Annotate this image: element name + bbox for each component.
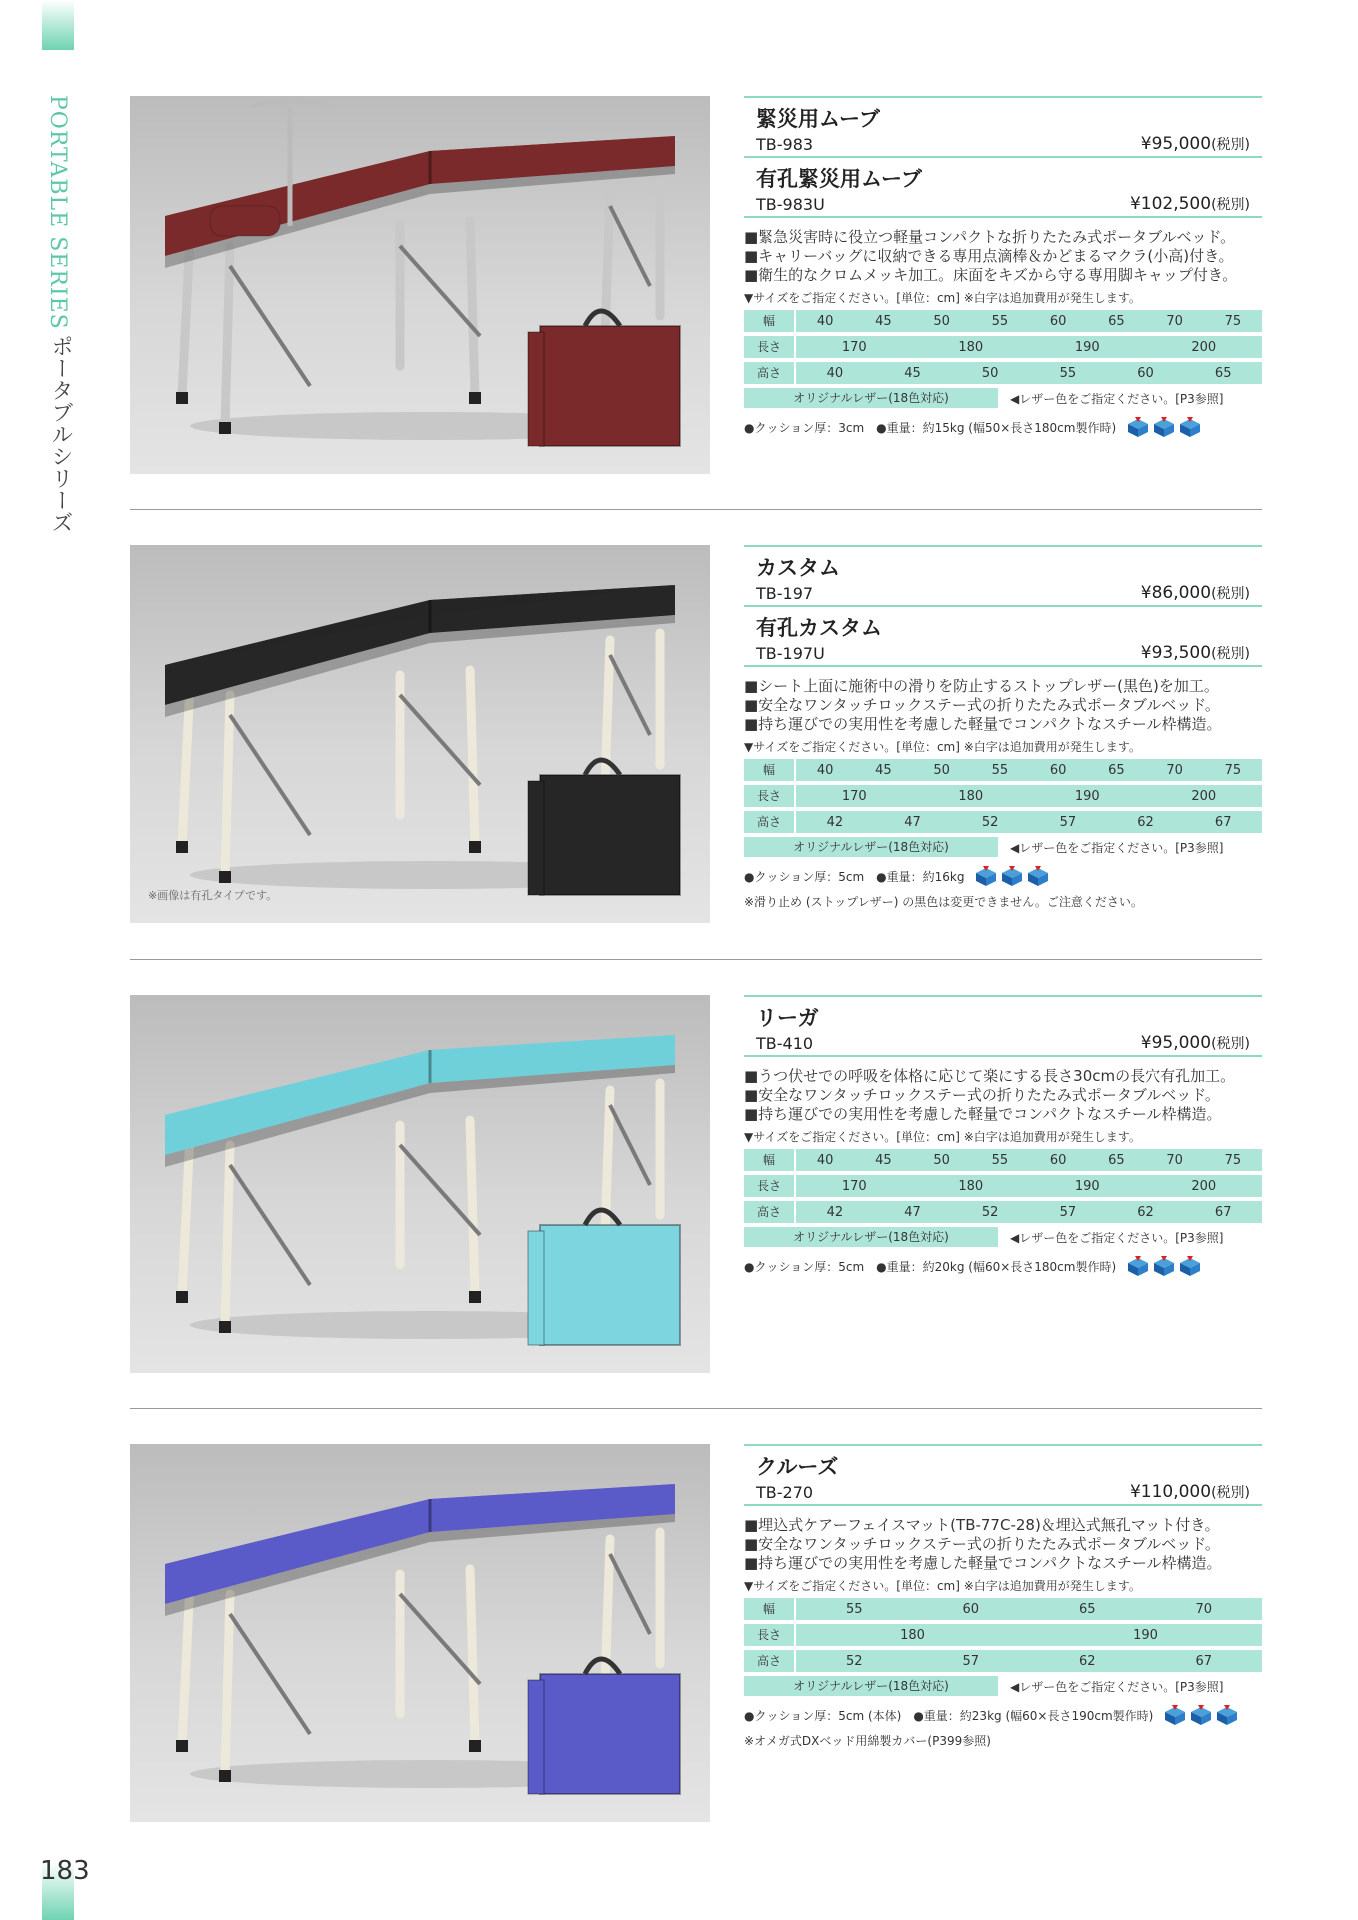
product-price xyxy=(1141,583,1250,603)
spec-row xyxy=(744,416,1262,438)
size-table-row xyxy=(744,1149,1262,1171)
size-value: 180 xyxy=(958,788,984,804)
size-value: 170 xyxy=(841,1178,867,1194)
price-value: ¥102,500 xyxy=(1129,194,1212,214)
size-value: 50 xyxy=(933,1152,950,1168)
description-line: ■持ち運びでの実用性を考慮した軽量でコンパクトなスチール枠構造。 xyxy=(744,715,1222,733)
product-photo-illustration xyxy=(130,1444,710,1822)
product-photo xyxy=(130,96,710,474)
size-row-values xyxy=(796,340,1262,355)
size-note: ▼サイズをご指定ください。[単位：cm] ※白字は追加費用が発生します。 xyxy=(744,291,1141,305)
section-divider xyxy=(130,509,1262,510)
section-divider xyxy=(130,959,1262,960)
size-value: 55 xyxy=(991,762,1009,778)
size-value: 60 xyxy=(1137,365,1154,381)
size-row-values xyxy=(796,314,1262,329)
leather-info: ◀レザー色をご指定ください。[P3参照] xyxy=(1010,1230,1224,1245)
size-value: 45 xyxy=(875,762,892,778)
product-price xyxy=(1141,1033,1250,1053)
product-code-price-row xyxy=(744,641,1262,665)
size-value: 70 xyxy=(1166,1152,1183,1168)
product-code-price-row xyxy=(744,132,1262,156)
description-line: ■衛生的なクロムメッキ加工。床面をキズから守る専用脚キャップ付き。 xyxy=(744,266,1238,284)
product-name: 有孔緊災用ムーブ xyxy=(756,167,922,191)
size-table-row xyxy=(744,336,1262,358)
size-value: 170 xyxy=(841,339,867,355)
price-tax-label: (税別) xyxy=(1211,197,1250,213)
size-row-values xyxy=(796,366,1262,381)
title-rule xyxy=(744,1055,1262,1057)
product-name: 緊災用ムーブ xyxy=(756,107,880,131)
leather-info: ◀レザー色をご指定ください。[P3参照] xyxy=(1010,840,1224,855)
product-info xyxy=(744,96,1262,438)
sidebar-series-jp: ポータブルシリーズ xyxy=(48,335,73,533)
product-code: TB-197 xyxy=(756,583,814,603)
size-value: 40 xyxy=(826,365,844,381)
product-photo-illustration xyxy=(130,545,710,923)
cushion-layer-icon xyxy=(1163,1704,1187,1726)
product-name: カスタム xyxy=(756,556,840,580)
product-code-price-row xyxy=(744,1480,1262,1504)
description-line: ■安全なワンタッチロックステー式の折りたたみ式ポータブルベッド。 xyxy=(744,1535,1220,1553)
product-description xyxy=(744,1516,1262,1573)
size-table-row xyxy=(744,1201,1262,1223)
price-tax-label: (税別) xyxy=(1211,1485,1250,1501)
product-description xyxy=(744,1067,1262,1124)
size-row-values xyxy=(796,1205,1262,1220)
spec-text: ●クッション厚：5cm ●重量：約16kg xyxy=(744,869,965,884)
size-table xyxy=(744,1598,1262,1672)
size-value: 42 xyxy=(826,814,844,830)
size-value: 62 xyxy=(1137,814,1154,830)
size-note: ▼サイズをご指定ください。[単位：cm] ※白字は追加費用が発生します。 xyxy=(744,1579,1141,1593)
description-line: ■緊急災害時に役立つ軽量コンパクトな折りたたみ式ポータブルベッド。 xyxy=(744,228,1236,246)
title-rule xyxy=(744,665,1262,667)
spec-text: ●クッション厚：5cm ●重量：約20kg (幅60×長さ180cm製作時) xyxy=(744,1259,1117,1274)
size-value: 60 xyxy=(962,1601,980,1617)
size-row-label: 幅 xyxy=(744,310,796,332)
leather-row xyxy=(744,1227,1262,1247)
size-row-label: 幅 xyxy=(744,1598,796,1620)
size-value: 55 xyxy=(1059,365,1077,381)
size-row-label: 長さ xyxy=(744,1175,796,1197)
product-description xyxy=(744,677,1262,734)
product-name: クルーズ xyxy=(756,1455,839,1479)
size-value: 70 xyxy=(1166,762,1183,778)
spec-text: ●クッション厚：5cm (本体) ●重量：約23kg (幅60×長さ190cm製作時) xyxy=(744,1708,1154,1723)
product-code: TB-197U xyxy=(756,643,825,663)
cushion-layer-icon xyxy=(1152,416,1176,438)
price-value: ¥95,000 xyxy=(1140,134,1212,154)
size-value: 50 xyxy=(933,762,950,778)
size-row-label: 長さ xyxy=(744,1624,796,1646)
product-photo xyxy=(130,545,710,923)
leather-row xyxy=(744,1676,1262,1696)
leather-badge: オリジナルレザー(18色対応) xyxy=(744,1676,998,1696)
cushion-layer-icon xyxy=(974,865,998,887)
size-value: 60 xyxy=(1049,762,1067,778)
cushion-layer-icon xyxy=(1178,1255,1202,1277)
description-line: ■持ち運びでの実用性を考慮した軽量でコンパクトなスチール枠構造。 xyxy=(744,1105,1222,1123)
size-value: 65 xyxy=(1214,365,1232,381)
size-table-row xyxy=(744,811,1262,833)
price-tax-label: (税別) xyxy=(1211,646,1250,662)
size-value: 50 xyxy=(933,313,950,329)
product-section xyxy=(130,1444,1262,1844)
description-line: ■安全なワンタッチロックステー式の折りたたみ式ポータブルベッド。 xyxy=(744,1086,1220,1104)
size-value: 55 xyxy=(991,313,1009,329)
size-value: 52 xyxy=(981,814,999,830)
leather-badge: オリジナルレザー(18色対応) xyxy=(744,388,998,408)
size-note: ▼サイズをご指定ください。[単位：cm] ※白字は追加費用が発生します。 xyxy=(744,1130,1141,1144)
size-value: 200 xyxy=(1191,788,1217,804)
size-row-values xyxy=(796,1179,1262,1194)
size-value: 55 xyxy=(991,1152,1009,1168)
description-line: ■埋込式ケアーフェイスマット(TB-77C-28)＆埋込式無孔マット付き。 xyxy=(744,1516,1220,1534)
section-divider xyxy=(130,1408,1262,1409)
size-value: 67 xyxy=(1214,1204,1232,1220)
product-photo xyxy=(130,995,710,1373)
size-row-values xyxy=(796,789,1262,804)
size-table xyxy=(744,310,1262,384)
product-code: TB-270 xyxy=(756,1482,814,1502)
size-value: 190 xyxy=(1133,1627,1158,1643)
size-value: 200 xyxy=(1191,339,1217,355)
product-section xyxy=(130,545,1262,945)
cushion-layer-icon xyxy=(1000,865,1024,887)
size-row-label: 幅 xyxy=(744,759,796,781)
photo-note: ※画像は有孔タイプです。 xyxy=(148,889,278,902)
product-code-price-row xyxy=(744,581,1262,605)
size-value: 67 xyxy=(1214,814,1232,830)
product-code-price-row xyxy=(744,1031,1262,1055)
size-value: 60 xyxy=(1049,313,1067,329)
price-value: ¥110,000 xyxy=(1129,1482,1212,1502)
size-value: 190 xyxy=(1074,339,1100,355)
size-value: 65 xyxy=(1108,1152,1125,1168)
size-row-label: 高さ xyxy=(744,1201,796,1223)
cushion-icons xyxy=(1163,1704,1241,1726)
size-value: 47 xyxy=(904,814,921,830)
product-info xyxy=(744,995,1262,1277)
price-tax-label: (税別) xyxy=(1211,137,1250,153)
size-value: 65 xyxy=(1108,762,1125,778)
size-value: 62 xyxy=(1078,1653,1096,1669)
product-price xyxy=(1130,194,1250,214)
description-line: ■シート上面に施術中の滑りを防止するストップレザー(黒色)を加工。 xyxy=(744,677,1219,695)
size-row-values xyxy=(796,815,1262,830)
size-value: 40 xyxy=(816,1152,834,1168)
cushion-layer-icon xyxy=(1152,1255,1176,1277)
cushion-layer-icon xyxy=(1189,1704,1213,1726)
cushion-layer-icon xyxy=(1126,1255,1150,1277)
size-table xyxy=(744,1149,1262,1223)
footnote: ※滑り止め (ストップレザー) の黒色は変更できません。ご注意ください。 xyxy=(744,895,1143,909)
size-row-values xyxy=(796,1602,1262,1617)
cushion-layer-icon xyxy=(1126,416,1150,438)
size-value: 40 xyxy=(816,762,834,778)
size-value: 55 xyxy=(845,1601,863,1617)
size-value: 190 xyxy=(1074,788,1100,804)
size-value: 65 xyxy=(1078,1601,1096,1617)
size-value: 170 xyxy=(841,788,867,804)
price-value: ¥86,000 xyxy=(1140,583,1212,603)
size-row-label: 長さ xyxy=(744,336,796,358)
size-value: 180 xyxy=(958,1178,984,1194)
size-value: 200 xyxy=(1191,1178,1217,1194)
size-value: 75 xyxy=(1224,762,1242,778)
cushion-icons xyxy=(974,865,1052,887)
description-line: ■安全なワンタッチロックステー式の折りたたみ式ポータブルベッド。 xyxy=(744,696,1220,714)
size-row-label: 高さ xyxy=(744,811,796,833)
size-value: 57 xyxy=(1059,1204,1077,1220)
size-table-row xyxy=(744,362,1262,384)
size-table-row xyxy=(744,1175,1262,1197)
leather-info: ◀レザー色をご指定ください。[P3参照] xyxy=(1010,391,1224,406)
price-tax-label: (税別) xyxy=(1211,586,1250,602)
sidebar-series-en: PORTABLE SERIES xyxy=(45,95,70,330)
product-section xyxy=(130,96,1262,496)
size-value: 45 xyxy=(875,1152,892,1168)
size-table-row xyxy=(744,1650,1262,1672)
size-value: 52 xyxy=(981,1204,999,1220)
size-value: 67 xyxy=(1195,1653,1213,1669)
size-value: 40 xyxy=(816,313,834,329)
leather-badge: オリジナルレザー(18色対応) xyxy=(744,1227,998,1247)
product-price xyxy=(1130,1482,1250,1502)
spec-row xyxy=(744,1255,1262,1277)
spec-row xyxy=(744,865,1262,887)
size-value: 70 xyxy=(1166,313,1183,329)
size-value: 75 xyxy=(1224,313,1242,329)
size-value: 75 xyxy=(1224,1152,1242,1168)
size-value: 60 xyxy=(1049,1152,1067,1168)
leather-row xyxy=(744,388,1262,408)
size-row-values xyxy=(796,1654,1262,1669)
leather-info: ◀レザー色をご指定ください。[P3参照] xyxy=(1010,1679,1224,1694)
cushion-layer-icon xyxy=(1026,865,1050,887)
size-value: 57 xyxy=(1059,814,1077,830)
price-value: ¥93,500 xyxy=(1140,643,1212,663)
leather-row xyxy=(744,837,1262,857)
description-line: ■持ち運びでの実用性を考慮した軽量でコンパクトなスチール枠構造。 xyxy=(744,1554,1222,1572)
size-table xyxy=(744,759,1262,833)
size-value: 42 xyxy=(826,1204,844,1220)
size-row-label: 高さ xyxy=(744,1650,796,1672)
product-code: TB-410 xyxy=(756,1033,814,1053)
size-table-row xyxy=(744,1624,1262,1646)
product-section xyxy=(130,995,1262,1395)
size-value: 62 xyxy=(1137,1204,1154,1220)
size-value: 50 xyxy=(981,365,999,381)
product-price xyxy=(1141,134,1250,154)
size-note: ▼サイズをご指定ください。[単位：cm] ※白字は追加費用が発生します。 xyxy=(744,740,1141,754)
size-value: 70 xyxy=(1195,1601,1213,1617)
size-row-values xyxy=(796,763,1262,778)
title-rule xyxy=(744,1504,1262,1506)
cushion-layer-icon xyxy=(1215,1704,1239,1726)
spec-text: ●クッション厚：3cm ●重量：約15kg (幅50×長さ180cm製作時) xyxy=(744,420,1117,435)
size-value: 45 xyxy=(904,365,921,381)
size-value: 180 xyxy=(958,339,984,355)
size-value: 57 xyxy=(962,1653,980,1669)
spec-row xyxy=(744,1704,1262,1726)
size-value: 180 xyxy=(900,1627,925,1643)
product-info xyxy=(744,545,1262,910)
footnote: ※オメガ式DXベッド用綿製カバー(P399参照) xyxy=(744,1734,991,1748)
size-row-values xyxy=(796,1153,1262,1168)
product-photo-illustration xyxy=(130,96,710,474)
cushion-layer-icon xyxy=(1178,416,1202,438)
size-table-row xyxy=(744,310,1262,332)
size-value: 190 xyxy=(1074,1178,1100,1194)
cushion-icons xyxy=(1126,416,1204,438)
price-tax-label: (税別) xyxy=(1211,1036,1250,1052)
product-description xyxy=(744,228,1262,285)
product-photo xyxy=(130,1444,710,1822)
size-value: 52 xyxy=(845,1653,863,1669)
size-table-row xyxy=(744,785,1262,807)
leather-badge: オリジナルレザー(18色対応) xyxy=(744,837,998,857)
size-row-label: 幅 xyxy=(744,1149,796,1171)
product-info xyxy=(744,1444,1262,1749)
size-value: 47 xyxy=(904,1204,921,1220)
size-row-label: 長さ xyxy=(744,785,796,807)
product-price xyxy=(1141,643,1250,663)
product-code: TB-983 xyxy=(756,134,814,154)
product-code: TB-983U xyxy=(756,194,825,214)
description-line: ■キャリーバッグに収納できる専用点滴棒＆かどまるマクラ(小高)付き。 xyxy=(744,247,1234,265)
description-line: ■うつ伏せでの呼吸を体格に応じて楽にする長さ30cmの長穴有孔加工。 xyxy=(744,1067,1236,1085)
title-rule xyxy=(744,216,1262,218)
size-value: 65 xyxy=(1108,313,1125,329)
size-table-row xyxy=(744,759,1262,781)
product-name: リーガ xyxy=(756,1006,819,1030)
product-photo-illustration xyxy=(130,995,710,1373)
size-value: 45 xyxy=(875,313,892,329)
product-name: 有孔カスタム xyxy=(756,616,882,640)
price-value: ¥95,000 xyxy=(1140,1033,1212,1053)
sidebar-accent-top xyxy=(42,0,74,50)
cushion-icons xyxy=(1126,1255,1204,1277)
size-table-row xyxy=(744,1598,1262,1620)
page-number: 183 xyxy=(40,1856,90,1886)
size-row-values xyxy=(796,1628,1262,1643)
size-row-label: 高さ xyxy=(744,362,796,384)
product-code-price-row xyxy=(744,192,1262,216)
